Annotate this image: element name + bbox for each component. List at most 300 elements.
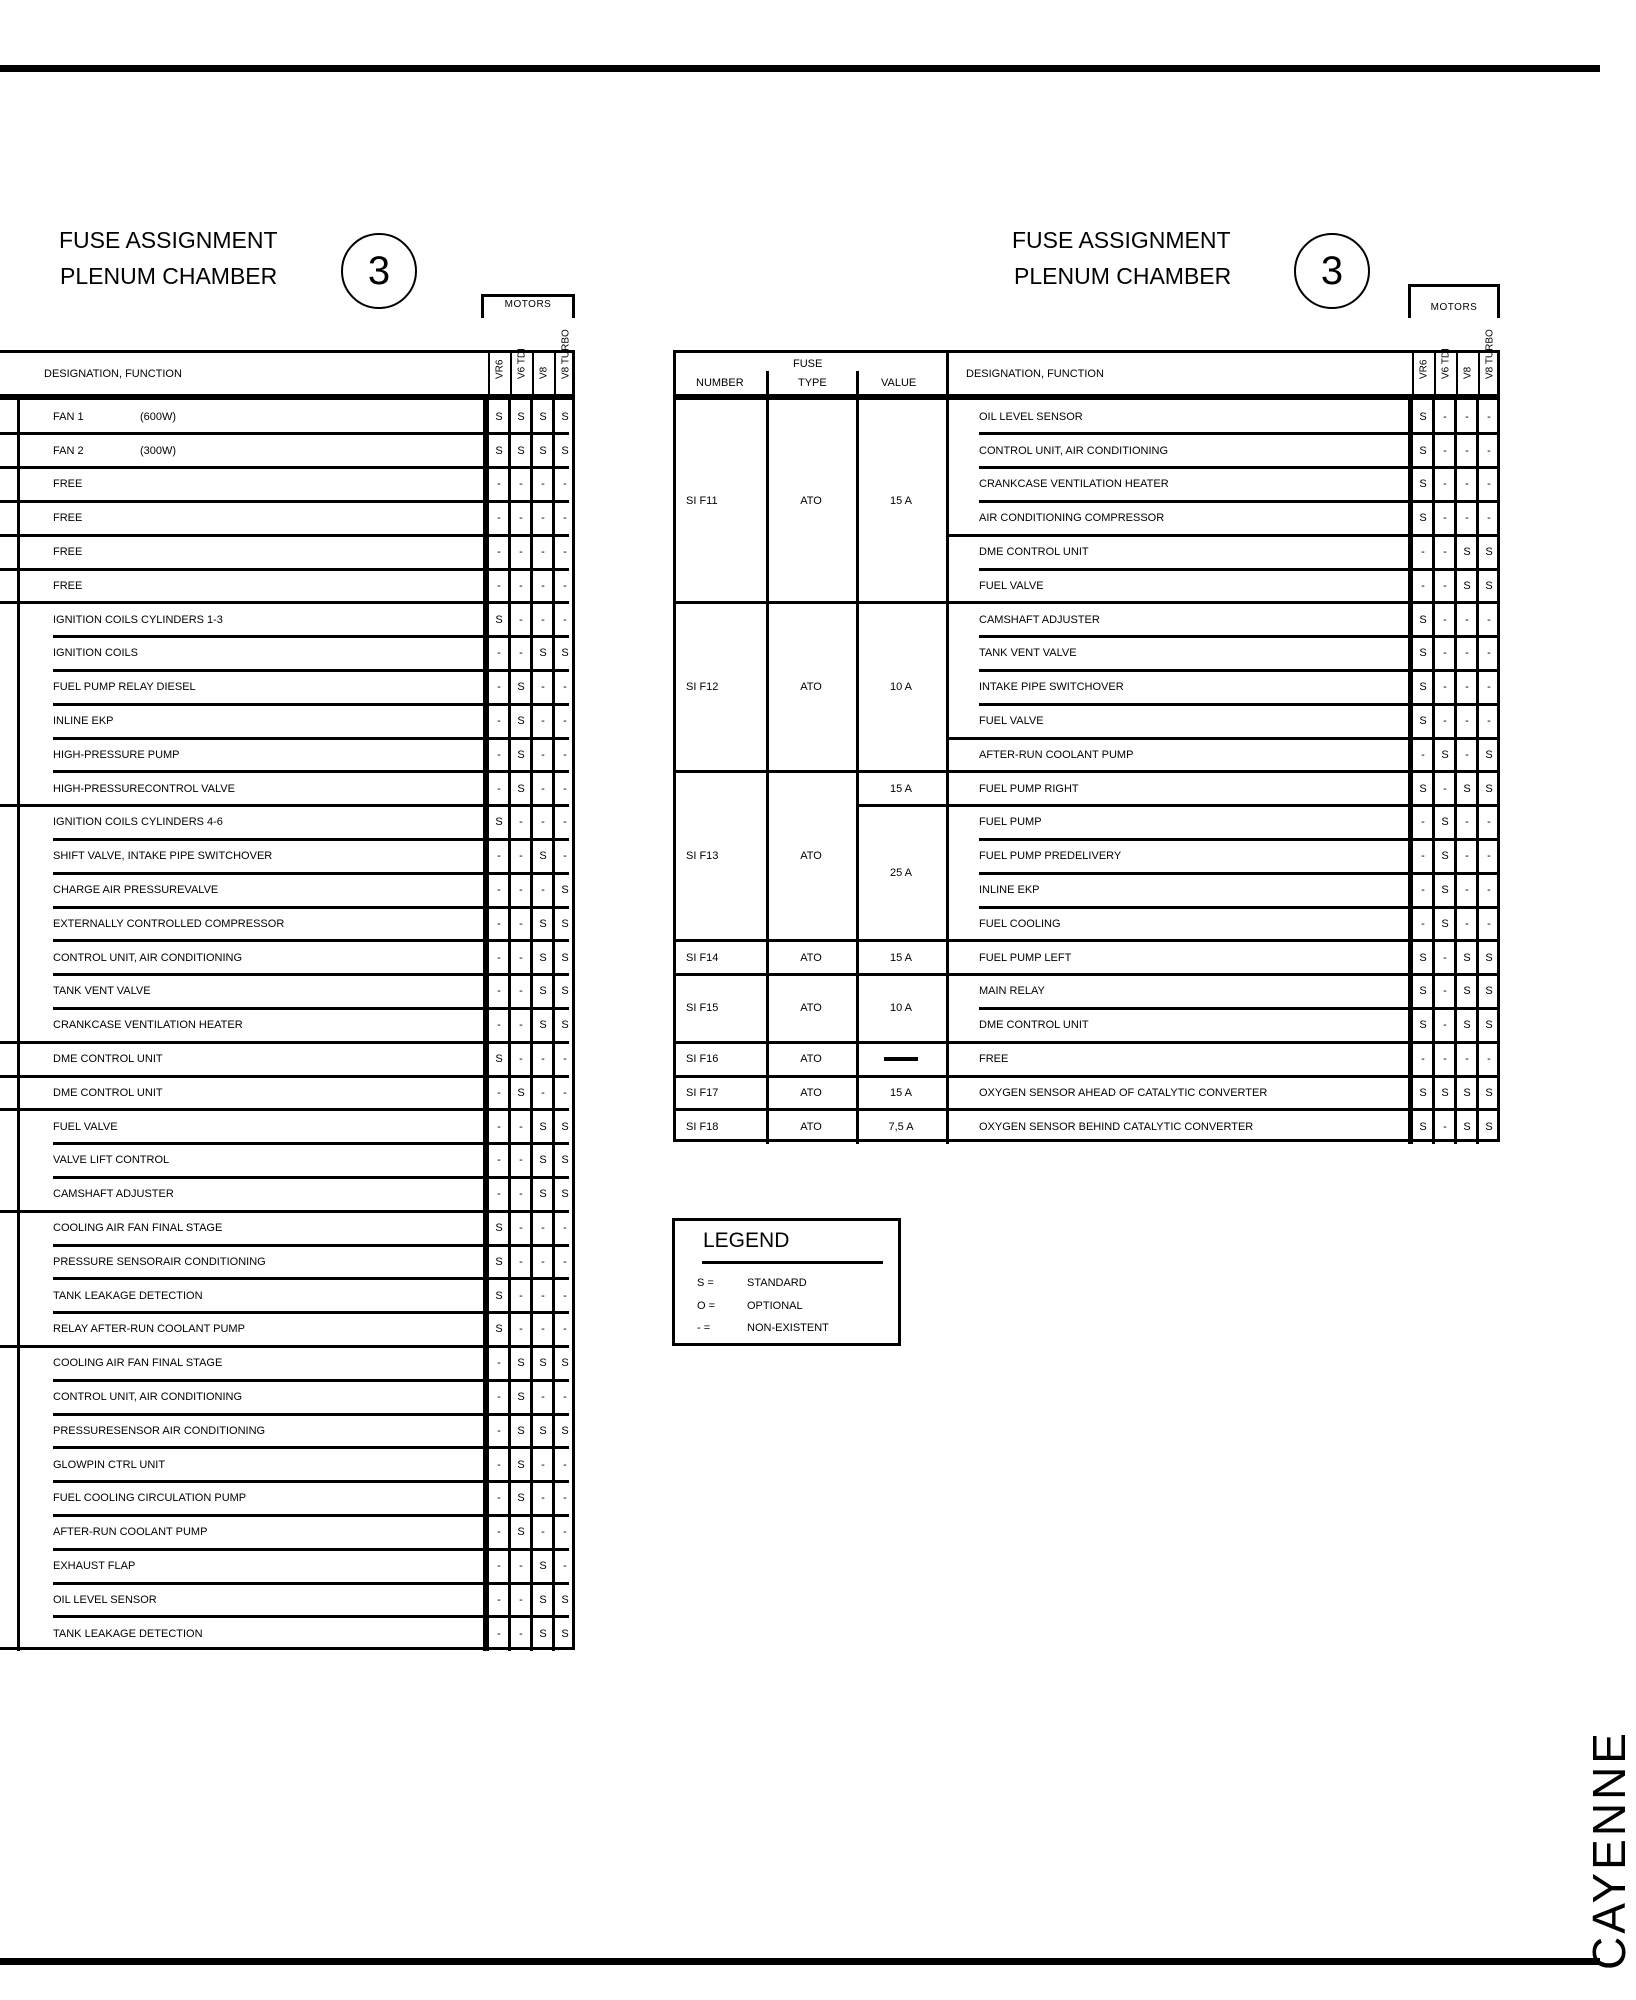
motor-cell: S (539, 985, 547, 998)
motor-cell: S (1441, 816, 1449, 829)
motor-cell: - (497, 748, 501, 761)
left-table-row (53, 1279, 203, 1313)
motor-cell: - (519, 816, 523, 829)
motor-cell: - (1443, 512, 1447, 525)
fuse-header: FUSE (793, 358, 823, 370)
fuse-value-text: 15 A (889, 782, 913, 795)
motor-column-header (1434, 348, 1456, 394)
fuse-value-text: 15 A (889, 951, 913, 964)
motor-cell: S (561, 647, 569, 660)
motor-cell: - (1421, 579, 1425, 592)
left-table-row (53, 1313, 245, 1347)
designation-text: FUEL PUMP RIGHT (979, 782, 1079, 795)
left-table-row (53, 1177, 174, 1211)
motor-cell: - (541, 613, 545, 626)
motor-cell: S (1485, 1120, 1493, 1133)
motor-cell: - (541, 681, 545, 694)
motor-cell: S (539, 1424, 547, 1437)
right-table-row (979, 501, 1164, 535)
motor-cell: S (1419, 444, 1427, 457)
left-table-row (53, 1583, 157, 1617)
row-separator (53, 1311, 483, 1314)
motor-cell: - (497, 782, 501, 795)
right-table-row (979, 1042, 1008, 1076)
motor-cell: S (495, 410, 503, 423)
motor-cell: S (1419, 951, 1427, 964)
motor-cell: S (1485, 1019, 1493, 1032)
designation-text: CRANKCASE VENTILATION HEATER (979, 478, 1169, 491)
motor-cell: - (563, 681, 567, 694)
motor-cell: - (563, 546, 567, 559)
legend-key-standard: S = (697, 1277, 714, 1289)
motor-column-header (532, 353, 554, 394)
row-separator (946, 770, 1408, 773)
left-table-row (53, 975, 151, 1009)
motor-cell: - (563, 1458, 567, 1471)
designation-text: HIGH-PRESSURE PUMP (53, 748, 180, 761)
designation-text: HIGH-PRESSURECONTROL VALVE (53, 782, 235, 795)
cayenne-side-text: CAYENNE (1583, 1730, 1635, 1970)
designation-text: FUEL PUMP (979, 816, 1042, 829)
motor-cell: S (517, 1086, 525, 1099)
designation-text: INTAKE PIPE SWITCHOVER (979, 681, 1124, 694)
right-table-row (979, 772, 1079, 806)
motor-cell: - (1487, 478, 1491, 491)
motor-cell: S (1419, 715, 1427, 728)
designation-text: OIL LEVEL SENSOR (53, 1593, 157, 1606)
motor-column-label: V8 TURBO (560, 329, 572, 379)
designation-text: MAIN RELAY (979, 985, 1045, 998)
fuse-type: ATO (800, 1120, 822, 1133)
motor-cell: S (1419, 681, 1427, 694)
designation-text: DME CONTROL UNIT (979, 1019, 1089, 1032)
row-separator (979, 872, 1408, 875)
motor-cell: S (539, 1154, 547, 1167)
motor-cell: S (561, 410, 569, 423)
motor-cell: - (541, 546, 545, 559)
hdr-divider (946, 353, 949, 397)
motor-cell: - (497, 884, 501, 897)
designation-text: CAMSHAFT ADJUSTER (53, 1188, 174, 1201)
left-table-row (53, 603, 223, 637)
row-separator (53, 1413, 483, 1416)
right-table-row (979, 434, 1168, 468)
left-table-row (53, 1008, 243, 1042)
designation-text: FAN 1 (53, 410, 84, 423)
motor-cell: - (497, 1526, 501, 1539)
motor-cell: S (517, 1492, 525, 1505)
motor-cell: - (519, 546, 523, 559)
designation-text: IGNITION COILS CYLINDERS 4-6 (53, 816, 223, 829)
motor-cell: - (563, 850, 567, 863)
motor-cell: - (497, 1188, 501, 1201)
motor-cell: - (497, 951, 501, 964)
motor-column-header (1412, 353, 1434, 394)
cayenne-side-text-wrap (1572, 1705, 1635, 1975)
motor-cell: - (519, 951, 523, 964)
motor-cell: S (539, 444, 547, 457)
motor-cell: - (1443, 782, 1447, 795)
motor-cell: - (541, 1526, 545, 1539)
motor-cell: - (1443, 681, 1447, 694)
left-table-row (53, 772, 235, 806)
left-table-row (53, 1515, 207, 1549)
motor-cell: S (1463, 1120, 1471, 1133)
motor-cell: S (1441, 917, 1449, 930)
right-table-row (979, 569, 1044, 603)
motor-cell: - (497, 546, 501, 559)
motor-cell: - (563, 1323, 567, 1336)
row-separator (0, 568, 483, 571)
motor-column-label: V6 TDI (1440, 348, 1452, 379)
designation-text: CHARGE AIR PRESSUREVALVE (53, 884, 219, 897)
fuse-value-text: 7,5 A (888, 1120, 914, 1133)
number-header: NUMBER (696, 377, 744, 389)
motor-cell: S (1419, 647, 1427, 660)
left-table-row (53, 1346, 222, 1380)
left-table-row (53, 535, 82, 569)
motor-cell: - (563, 613, 567, 626)
motor-column-label: V8 (1462, 366, 1474, 379)
motor-cell: - (1487, 816, 1491, 829)
right-table-row (979, 873, 1040, 907)
fuse-type: ATO (800, 951, 822, 964)
motor-cell: - (497, 1357, 501, 1370)
motor-cell: - (497, 1593, 501, 1606)
right-table-row (979, 975, 1045, 1009)
motor-cell: - (497, 1019, 501, 1032)
value-header: VALUE (881, 377, 917, 389)
motor-cell: - (1443, 647, 1447, 660)
motor-cell: - (497, 850, 501, 863)
fuse-value-text: 10 A (889, 681, 913, 694)
row-separator (53, 1548, 483, 1551)
motor-cell: - (563, 579, 567, 592)
fuse-type: ATO (800, 850, 822, 863)
designation-text: CAMSHAFT ADJUSTER (979, 613, 1100, 626)
right-circle-number: 3 (1294, 233, 1370, 309)
motor-column-header (510, 348, 532, 394)
left-table-row (53, 1617, 203, 1651)
motor-cell: - (563, 1492, 567, 1505)
fuse-value (856, 1076, 946, 1110)
fuse-number: SI F18 (686, 1120, 719, 1133)
row-separator (0, 1108, 483, 1111)
fuse-value (856, 941, 946, 975)
motor-column-header (554, 329, 576, 394)
fuse-value (856, 975, 946, 1043)
row-separator (53, 939, 483, 942)
designation-text: PRESSURESENSOR AIR CONDITIONING (53, 1424, 266, 1437)
motor-cell: S (539, 917, 547, 930)
motor-cell: - (1421, 917, 1425, 930)
motor-cell: S (561, 1593, 569, 1606)
motor-cell: S (517, 1391, 525, 1404)
left-table-row (53, 1482, 246, 1516)
motor-cell: S (1419, 410, 1427, 423)
row-separator (53, 669, 483, 672)
motor-cell: - (541, 512, 545, 525)
left-table-row (53, 1076, 163, 1110)
motor-cell: - (519, 850, 523, 863)
designation-text: INLINE EKP (979, 884, 1040, 897)
motor-cell: - (1443, 613, 1447, 626)
motor-column-header (1478, 329, 1500, 394)
motor-cell: S (539, 1120, 547, 1133)
motor-cell: - (519, 1289, 523, 1302)
legend-title: LEGEND (703, 1229, 790, 1252)
left-table-row (53, 1549, 135, 1583)
motor-cell: S (561, 884, 569, 897)
designation-text: OIL LEVEL SENSOR (979, 410, 1083, 423)
motor-cell: - (541, 1086, 545, 1099)
motor-cell: - (541, 1323, 545, 1336)
designation-text: FUEL VALVE (979, 579, 1044, 592)
left-table-row (53, 1144, 169, 1178)
motor-cell: - (1465, 1053, 1469, 1066)
motor-cell: - (519, 512, 523, 525)
right-table-row (979, 1008, 1089, 1042)
designation-text: DME CONTROL UNIT (53, 1053, 163, 1066)
motor-cell: - (497, 579, 501, 592)
motor-cell: S (539, 850, 547, 863)
left-table-row (53, 1211, 222, 1245)
motor-cell: - (497, 1560, 501, 1573)
fuse-type: ATO (800, 1053, 822, 1066)
motor-cell: - (519, 1627, 523, 1640)
motor-cell: S (561, 1188, 569, 1201)
left-table-row (53, 1414, 265, 1448)
row-separator (946, 1075, 1408, 1078)
motor-cell: S (1419, 1120, 1427, 1133)
motor-cell: - (519, 1593, 523, 1606)
row-separator (946, 973, 1408, 976)
row-separator (979, 703, 1408, 706)
right-table-row (979, 468, 1169, 502)
motor-cell: S (495, 1289, 503, 1302)
legend-box (672, 1218, 901, 1346)
motor-cell: - (519, 1222, 523, 1235)
row-separator (946, 737, 1408, 740)
motor-cell: S (517, 444, 525, 457)
motor-cell: - (1487, 681, 1491, 694)
motor-cell: - (1443, 478, 1447, 491)
designation-text: FREE (979, 1053, 1009, 1066)
row-separator (979, 906, 1408, 909)
designation-text: FUEL COOLING (979, 917, 1061, 930)
motor-cell: S (1463, 579, 1471, 592)
designation-text: EXHAUST FLAP (53, 1560, 136, 1573)
motor-cell: - (1487, 917, 1491, 930)
row-separator (979, 568, 1408, 571)
motor-cell: S (1485, 985, 1493, 998)
designation-text: SHIFT VALVE, INTAKE PIPE SWITCHOVER (53, 850, 273, 863)
left-table-row (53, 1380, 242, 1414)
motor-cell: S (561, 917, 569, 930)
designation-text: TANK LEAKAGE DETECTION (53, 1627, 203, 1640)
row-separator (53, 703, 483, 706)
motor-cell: - (1421, 546, 1425, 559)
motor-cell: S (517, 681, 525, 694)
motor-cell: - (563, 512, 567, 525)
motor-cell: - (563, 715, 567, 728)
motor-cell: - (541, 748, 545, 761)
motor-cell: S (1485, 748, 1493, 761)
fuse-type: ATO (800, 495, 822, 508)
row-separator (53, 1176, 483, 1179)
motor-cell: - (1443, 715, 1447, 728)
designation-text: FREE (53, 579, 83, 592)
row-separator (979, 669, 1408, 672)
motor-cell: S (561, 1627, 569, 1640)
motor-cell: - (541, 579, 545, 592)
motor-cell: - (563, 1053, 567, 1066)
row-separator (946, 804, 1408, 807)
motor-cell: - (1443, 546, 1447, 559)
motor-cell: - (497, 1424, 501, 1437)
designation-text: OXYGEN SENSOR BEHIND CATALYTIC CONVERTER (979, 1120, 1254, 1133)
designation-text: AFTER-RUN COOLANT PUMP (53, 1526, 208, 1539)
motor-cell: - (1443, 579, 1447, 592)
motor-cell: - (563, 1086, 567, 1099)
motor-cell: - (541, 884, 545, 897)
motor-cell: S (1441, 884, 1449, 897)
motor-cell: S (495, 1255, 503, 1268)
row-separator (0, 534, 483, 537)
designation-text: FREE (53, 478, 83, 491)
motor-cell: - (563, 748, 567, 761)
motor-cell: - (1443, 1019, 1447, 1032)
motor-cell: - (497, 1627, 501, 1640)
fuse-value (856, 603, 946, 772)
motor-cell: S (495, 1053, 503, 1066)
row-separator (0, 1041, 483, 1044)
left-table-row (53, 806, 223, 840)
fuse-value-text: 15 A (889, 1086, 913, 1099)
motor-cell: S (1419, 782, 1427, 795)
legend-label-standard: STANDARD (747, 1277, 807, 1289)
motor-cell: - (1443, 985, 1447, 998)
motor-cell: S (561, 444, 569, 457)
designation-text: INLINE EKP (53, 715, 114, 728)
designation-text: FAN 2 (53, 444, 84, 457)
right-table-row (979, 839, 1121, 873)
motor-cell: - (1487, 884, 1491, 897)
designation-text: FUEL VALVE (979, 715, 1044, 728)
right-table-row (979, 637, 1077, 671)
motor-cell: - (519, 1053, 523, 1066)
motor-cell: - (1487, 850, 1491, 863)
designation-text: EXTERNALLY CONTROLLED COMPRESSOR (53, 917, 285, 930)
wattage-text: (600W) (140, 410, 177, 423)
motor-cell: S (1485, 579, 1493, 592)
type-header: TYPE (798, 377, 827, 389)
row-separator (53, 1007, 483, 1010)
row-separator (979, 838, 1408, 841)
motor-cell: - (541, 1391, 545, 1404)
motor-cell: - (519, 1019, 523, 1032)
fuse-number: SI F13 (686, 850, 719, 863)
motor-cell: S (1463, 1086, 1471, 1099)
right-table-row (979, 535, 1089, 569)
motor-cell: - (541, 782, 545, 795)
left-table-row (53, 941, 242, 975)
row-separator (53, 872, 483, 875)
motor-cell: S (539, 647, 547, 660)
fuse-value (856, 1042, 946, 1076)
motor-cell: - (1421, 850, 1425, 863)
motor-cell: - (1443, 1120, 1447, 1133)
motor-cell: - (541, 1289, 545, 1302)
row-separator (53, 973, 483, 976)
motor-cell: - (563, 1526, 567, 1539)
left-table-row (53, 1110, 118, 1144)
left-title-line1: FUSE ASSIGNMENT (59, 227, 278, 253)
row-separator (979, 1007, 1408, 1010)
motor-cell: S (517, 1424, 525, 1437)
motor-cell: - (497, 1086, 501, 1099)
motor-column-header (488, 353, 510, 394)
fuse-value-text: 10 A (889, 1002, 913, 1015)
motor-column-header (1456, 353, 1478, 394)
motor-column-label: VR6 (494, 359, 506, 379)
motor-cell: - (497, 1391, 501, 1404)
motor-cell: - (519, 1120, 523, 1133)
row-separator (53, 1142, 483, 1145)
row-separator (0, 601, 483, 604)
motor-cell: S (539, 1357, 547, 1370)
motor-cell: - (1443, 1053, 1447, 1066)
motor-cell: S (561, 1019, 569, 1032)
motor-cell: - (1465, 715, 1469, 728)
right-table-row (979, 670, 1124, 704)
motor-cell: S (517, 748, 525, 761)
top-rule (0, 65, 1600, 72)
legend-key-optional: O = (697, 1300, 716, 1312)
motor-cell: - (497, 917, 501, 930)
motor-cell: - (497, 1492, 501, 1505)
fuse-number: SI F12 (686, 681, 719, 694)
legend-underline (702, 1261, 883, 1264)
designation-text: RELAY AFTER-RUN COOLANT PUMP (53, 1323, 245, 1336)
motor-cell: - (563, 1222, 567, 1235)
motor-cell: S (1485, 546, 1493, 559)
fuse-value (856, 1110, 946, 1144)
right-table-row (979, 1110, 1253, 1144)
row-separator (0, 1345, 483, 1348)
motor-cell: - (563, 1391, 567, 1404)
motor-cell: - (563, 1289, 567, 1302)
motor-cell: - (541, 478, 545, 491)
fuse-type: ATO (800, 1002, 822, 1015)
motor-cell: - (1465, 444, 1469, 457)
motor-cell: - (1443, 951, 1447, 964)
motor-cell: - (1487, 512, 1491, 525)
wattage-text: (300W) (140, 444, 177, 457)
motor-cell: - (563, 1255, 567, 1268)
designation-text: FREE (53, 512, 83, 525)
designation-text: CRANKCASE VENTILATION HEATER (53, 1019, 243, 1032)
motor-cell: - (519, 647, 523, 660)
right-table-row (979, 806, 1042, 840)
row-separator (979, 635, 1408, 638)
motor-cell: - (1443, 444, 1447, 457)
motor-cell: - (1465, 613, 1469, 626)
motor-cell: - (563, 816, 567, 829)
row-separator (53, 1379, 483, 1382)
motor-cell: - (497, 985, 501, 998)
motor-cell: - (497, 647, 501, 660)
